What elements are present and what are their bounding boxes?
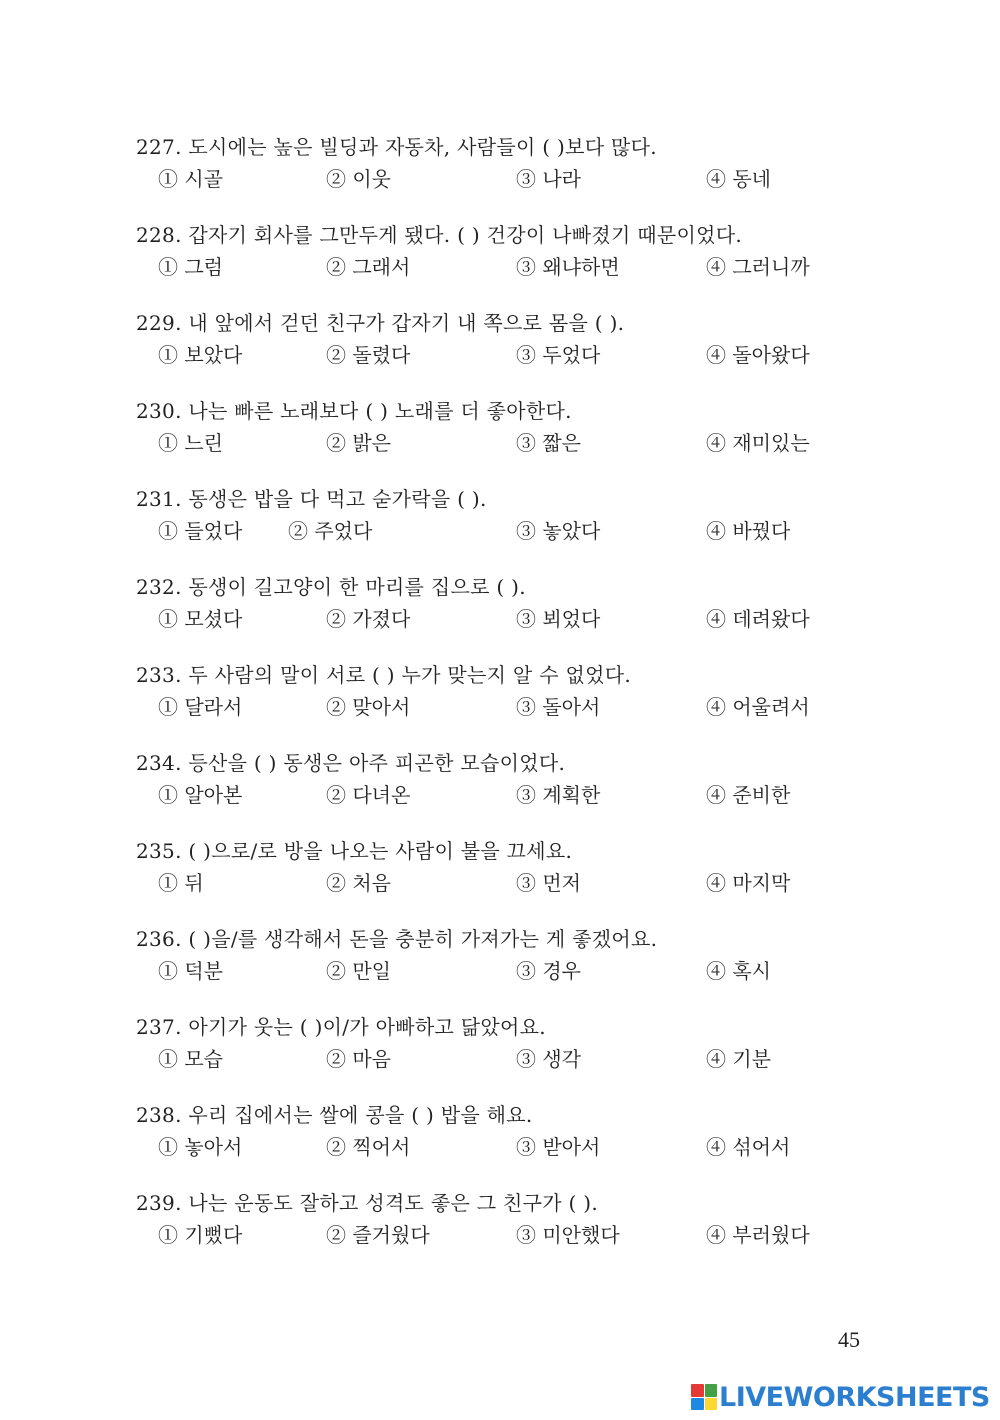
option-1[interactable]: ① 알아본 [158, 783, 243, 807]
answer-options [136, 866, 896, 900]
option-3[interactable]: ③ 경우 [516, 959, 581, 983]
question-228 [136, 220, 896, 308]
answer-options [136, 1130, 896, 1164]
option-2[interactable]: ② 돌렸다 [326, 343, 411, 367]
question-238 [136, 1100, 896, 1188]
option-1[interactable]: ① 기뻤다 [158, 1223, 243, 1247]
option-2[interactable]: ② 주었다 [288, 519, 373, 543]
option-4[interactable]: ④ 준비한 [706, 783, 791, 807]
option-4[interactable]: ④ 혹시 [706, 959, 771, 983]
question-239 [136, 1188, 896, 1276]
option-2[interactable]: ② 만일 [326, 959, 391, 983]
question-text: 237. 아기가 웃는 ( )이/가 아빠하고 닮았어요. [136, 1015, 546, 1039]
option-1[interactable]: ① 모셨다 [158, 607, 243, 631]
question-231 [136, 484, 896, 572]
option-2[interactable]: ② 마음 [326, 1047, 391, 1071]
answer-options [136, 954, 896, 988]
option-4[interactable]: ④ 어울려서 [706, 695, 810, 719]
question-text: 229. 내 앞에서 걷던 친구가 갑자기 내 쪽으로 몸을 ( ). [136, 311, 625, 335]
liveworksheets-logo-icon [691, 1384, 717, 1410]
option-3[interactable]: ③ 두었다 [516, 343, 601, 367]
question-236 [136, 924, 896, 1012]
option-4[interactable]: ④ 섞어서 [706, 1135, 791, 1159]
option-1[interactable]: ① 그럼 [158, 255, 223, 279]
option-4[interactable]: ④ 돌아왔다 [706, 343, 810, 367]
option-3[interactable]: ③ 미안했다 [516, 1223, 620, 1247]
answer-options [136, 426, 896, 460]
option-1[interactable]: ① 덕분 [158, 959, 223, 983]
option-2[interactable]: ② 찍어서 [326, 1135, 411, 1159]
option-1[interactable]: ① 모습 [158, 1047, 223, 1071]
option-3[interactable]: ③ 짧은 [516, 431, 581, 455]
liveworksheets-brand[interactable] [691, 1382, 990, 1412]
answer-options [136, 514, 896, 548]
option-1[interactable]: ① 보았다 [158, 343, 243, 367]
question-text: 235. ( )으로/로 방을 나오는 사람이 불을 끄세요. [136, 839, 573, 863]
answer-options [136, 602, 896, 636]
logo-square [691, 1398, 704, 1411]
answer-options [136, 162, 896, 196]
logo-square [705, 1398, 718, 1411]
page-number: 45 [838, 1327, 860, 1352]
option-3[interactable]: ③ 받아서 [516, 1135, 601, 1159]
brand-name: LIVEWORKSHEETS [719, 1381, 990, 1413]
option-1[interactable]: ① 뒤 [158, 871, 204, 895]
question-text: 236. ( )을/를 생각해서 돈을 충분히 가져가는 게 좋겠어요. [136, 927, 658, 951]
option-2[interactable]: ② 맞아서 [326, 695, 411, 719]
option-3[interactable]: ③ 생각 [516, 1047, 581, 1071]
option-3[interactable]: ③ 나라 [516, 167, 581, 191]
question-233 [136, 660, 896, 748]
option-2[interactable]: ② 밝은 [326, 431, 391, 455]
option-2[interactable]: ② 가졌다 [326, 607, 411, 631]
option-2[interactable]: ② 즐거웠다 [326, 1223, 430, 1247]
answer-options [136, 690, 896, 724]
option-4[interactable]: ④ 동네 [706, 167, 771, 191]
option-1[interactable]: ① 느린 [158, 431, 223, 455]
question-237 [136, 1012, 896, 1100]
option-4[interactable]: ④ 그러니까 [706, 255, 810, 279]
option-3[interactable]: ③ 놓았다 [516, 519, 601, 543]
option-3[interactable]: ③ 돌아서 [516, 695, 601, 719]
logo-square [705, 1384, 718, 1397]
answer-options [136, 778, 896, 812]
question-text: 227. 도시에는 높은 빌딩과 자동차, 사람들이 ( )보다 많다. [136, 135, 657, 159]
option-3[interactable]: ③ 계획한 [516, 783, 601, 807]
option-3[interactable]: ③ 왜냐하면 [516, 255, 620, 279]
logo-square [691, 1384, 704, 1397]
question-text: 230. 나는 빠른 노래보다 ( ) 노래를 더 좋아한다. [136, 399, 572, 423]
question-230 [136, 396, 896, 484]
option-3[interactable]: ③ 먼저 [516, 871, 581, 895]
answer-options [136, 1042, 896, 1076]
question-text: 231. 동생은 밥을 다 먹고 숟가락을 ( ). [136, 487, 487, 511]
question-text: 232. 동생이 길고양이 한 마리를 집으로 ( ). [136, 575, 526, 599]
option-1[interactable]: ① 놓아서 [158, 1135, 243, 1159]
question-text: 228. 갑자기 회사를 그만두게 됐다. ( ) 건강이 나빠졌기 때문이었다. [136, 223, 743, 247]
answer-options [136, 250, 896, 284]
option-1[interactable]: ① 달라서 [158, 695, 243, 719]
question-232 [136, 572, 896, 660]
option-4[interactable]: ④ 재미있는 [706, 431, 810, 455]
option-2[interactable]: ② 이웃 [326, 167, 391, 191]
option-1[interactable]: ① 시골 [158, 167, 223, 191]
option-4[interactable]: ④ 바꿨다 [706, 519, 791, 543]
option-4[interactable]: ④ 마지막 [706, 871, 791, 895]
answer-options [136, 1218, 896, 1252]
option-2[interactable]: ② 다녀온 [326, 783, 411, 807]
option-1[interactable]: ① 들었다 [158, 519, 243, 543]
option-2[interactable]: ② 처음 [326, 871, 391, 895]
question-text: 233. 두 사람의 말이 서로 ( ) 누가 맞는지 알 수 없었다. [136, 663, 631, 687]
question-234 [136, 748, 896, 836]
question-text: 234. 등산을 ( ) 동생은 아주 피곤한 모습이었다. [136, 751, 566, 775]
option-4[interactable]: ④ 기분 [706, 1047, 771, 1071]
option-4[interactable]: ④ 부러웠다 [706, 1223, 810, 1247]
question-text: 238. 우리 집에서는 쌀에 콩을 ( ) 밥을 해요. [136, 1103, 533, 1127]
question-229 [136, 308, 896, 396]
option-3[interactable]: ③ 뵈었다 [516, 607, 601, 631]
option-2[interactable]: ② 그래서 [326, 255, 411, 279]
question-list [136, 132, 896, 1276]
question-235 [136, 836, 896, 924]
question-text: 239. 나는 운동도 잘하고 성격도 좋은 그 친구가 ( ). [136, 1191, 599, 1215]
question-227 [136, 132, 896, 220]
answer-options [136, 338, 896, 372]
option-4[interactable]: ④ 데려왔다 [706, 607, 810, 631]
